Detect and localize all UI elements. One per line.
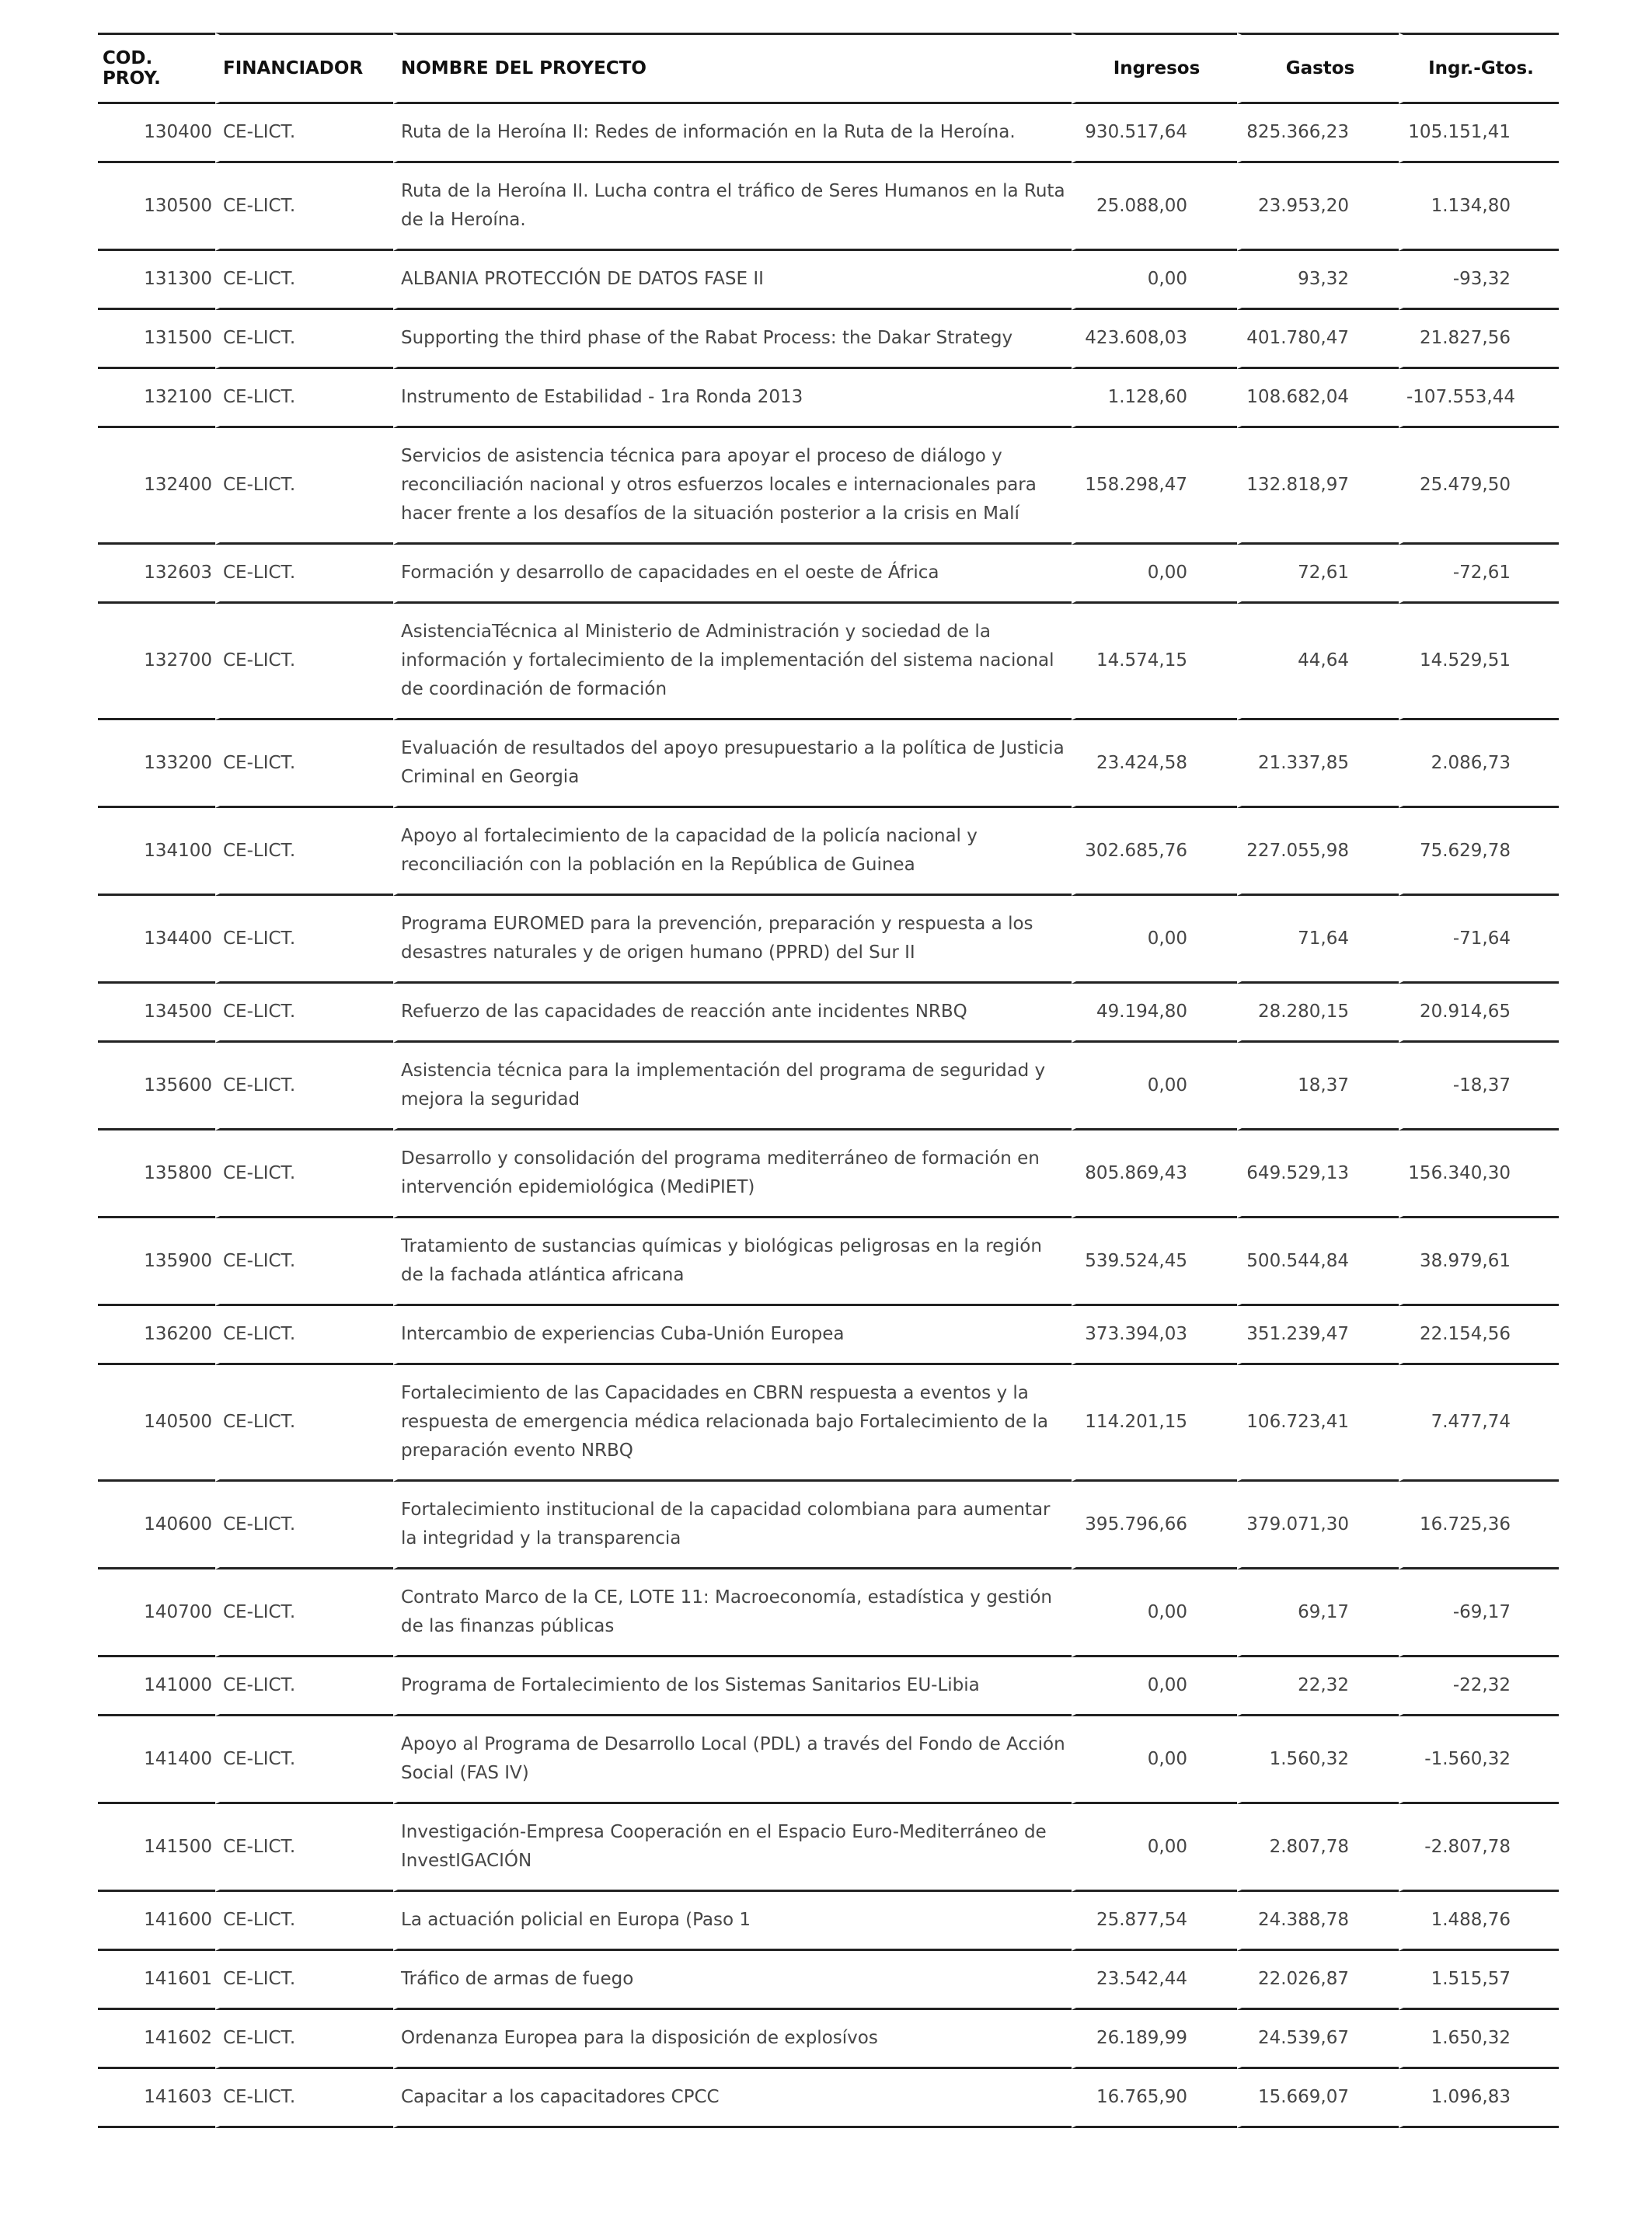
- ingresos-cell: 0,00: [1072, 1569, 1237, 1657]
- ingresos-cell: 23.424,58: [1072, 720, 1237, 808]
- diferencia-cell: -93,32: [1399, 251, 1559, 310]
- financiador-cell: CE-LICT.: [215, 2010, 393, 2069]
- gastos-cell: 23.953,20: [1237, 163, 1399, 251]
- financiador-cell: CE-LICT.: [215, 1951, 393, 2010]
- project-code-cell: 140700: [98, 1569, 215, 1657]
- project-code-cell: 132100: [98, 369, 215, 428]
- table-row: [98, 1306, 1559, 1365]
- project-name-cell: Fortalecimiento institucional de la capacidad colombiana para aumentar la integridad y la transparencia: [393, 1482, 1072, 1569]
- ingresos-cell: 0,00: [1072, 1043, 1237, 1130]
- header-financiador: FINANCIADOR: [215, 33, 393, 104]
- ingresos-cell: 395.796,66: [1072, 1482, 1237, 1569]
- diferencia-cell: 7.477,74: [1399, 1365, 1559, 1482]
- ingresos-cell: 158.298,47: [1072, 428, 1237, 545]
- diferencia-cell: 14.529,51: [1399, 604, 1559, 720]
- project-name-cell: Programa de Fortalecimiento de los Sistemas Sanitarios EU-Libia: [393, 1657, 1072, 1716]
- financiador-cell: CE-LICT.: [215, 310, 393, 369]
- gastos-cell: 227.055,98: [1237, 808, 1399, 896]
- gastos-cell: 649.529,13: [1237, 1130, 1399, 1218]
- financiador-cell: CE-LICT.: [215, 428, 393, 545]
- table-row: [98, 2010, 1559, 2069]
- project-code-cell: 135800: [98, 1130, 215, 1218]
- project-code-cell: 140500: [98, 1365, 215, 1482]
- gastos-cell: 24.539,67: [1237, 2010, 1399, 2069]
- project-name-cell: Formación y desarrollo de capacidades en el oeste de África: [393, 545, 1072, 604]
- gastos-cell: 379.071,30: [1237, 1482, 1399, 1569]
- gastos-cell: 28.280,15: [1237, 984, 1399, 1043]
- financiador-cell: CE-LICT.: [215, 1657, 393, 1716]
- table-row: [98, 1951, 1559, 2010]
- project-code-cell: 131300: [98, 251, 215, 310]
- table-row: [98, 984, 1559, 1043]
- financiador-cell: CE-LICT.: [215, 104, 393, 163]
- diferencia-cell: 25.479,50: [1399, 428, 1559, 545]
- financiador-cell: CE-LICT.: [215, 808, 393, 896]
- project-name-cell: Capacitar a los capacitadores CPCC: [393, 2069, 1072, 2128]
- financiador-cell: CE-LICT.: [215, 1569, 393, 1657]
- project-code-cell: 134100: [98, 808, 215, 896]
- project-name-cell: Apoyo al Programa de Desarrollo Local (PDL) a través del Fondo de Acción Social (FAS IV): [393, 1716, 1072, 1804]
- diferencia-cell: -22,32: [1399, 1657, 1559, 1716]
- project-code-cell: 140600: [98, 1482, 215, 1569]
- project-code-cell: 130400: [98, 104, 215, 163]
- ingresos-cell: 0,00: [1072, 1804, 1237, 1892]
- project-name-cell: Tratamiento de sustancias químicas y biológicas peligrosas en la región de la fachada atlántica africana: [393, 1218, 1072, 1306]
- diferencia-cell: 22.154,56: [1399, 1306, 1559, 1365]
- table-row: [98, 310, 1559, 369]
- project-code-cell: 132603: [98, 545, 215, 604]
- financiador-cell: CE-LICT.: [215, 1716, 393, 1804]
- ingresos-cell: 805.869,43: [1072, 1130, 1237, 1218]
- header-code: COD. PROY.: [98, 33, 215, 104]
- ingresos-cell: 1.128,60: [1072, 369, 1237, 428]
- project-name-cell: AsistenciaTécnica al Ministerio de Administración y sociedad de la información y fortalecimiento de la implementación del sistema nacional de coordinación de formación: [393, 604, 1072, 720]
- project-code-cell: 141500: [98, 1804, 215, 1892]
- project-name-cell: Contrato Marco de la CE, LOTE 11: Macroeconomía, estadística y gestión de las finanzas públicas: [393, 1569, 1072, 1657]
- gastos-cell: 22.026,87: [1237, 1951, 1399, 2010]
- project-name-cell: La actuación policial en Europa (Paso 1: [393, 1892, 1072, 1951]
- header-ingresos: Ingresos: [1072, 33, 1237, 104]
- gastos-cell: 72,61: [1237, 545, 1399, 604]
- project-name-cell: Ordenanza Europea para la disposición de explosívos: [393, 2010, 1072, 2069]
- table-row: [98, 1130, 1559, 1218]
- project-name-cell: Refuerzo de las capacidades de reacción ante incidentes NRBQ: [393, 984, 1072, 1043]
- diferencia-cell: -72,61: [1399, 545, 1559, 604]
- gastos-cell: 108.682,04: [1237, 369, 1399, 428]
- gastos-cell: 2.807,78: [1237, 1804, 1399, 1892]
- project-name-cell: Asistencia técnica para la implementación del programa de seguridad y mejora la seguridad: [393, 1043, 1072, 1130]
- diferencia-cell: 1.650,32: [1399, 2010, 1559, 2069]
- gastos-cell: 825.366,23: [1237, 104, 1399, 163]
- gastos-cell: 22,32: [1237, 1657, 1399, 1716]
- diferencia-cell: 1.515,57: [1399, 1951, 1559, 2010]
- project-code-cell: 131500: [98, 310, 215, 369]
- project-code-cell: 135900: [98, 1218, 215, 1306]
- financiador-cell: CE-LICT.: [215, 1804, 393, 1892]
- project-code-cell: 132400: [98, 428, 215, 545]
- financiador-cell: CE-LICT.: [215, 163, 393, 251]
- ingresos-cell: 26.189,99: [1072, 2010, 1237, 2069]
- project-name-cell: Servicios de asistencia técnica para apoyar el proceso de diálogo y reconciliación nacional y otros esfuerzos locales e internacionales para hacer frente a los desafíos de la situación posterior a la crisis en Malí: [393, 428, 1072, 545]
- ingresos-cell: 16.765,90: [1072, 2069, 1237, 2128]
- financiador-cell: CE-LICT.: [215, 1892, 393, 1951]
- ingresos-cell: 373.394,03: [1072, 1306, 1237, 1365]
- diferencia-cell: 21.827,56: [1399, 310, 1559, 369]
- gastos-cell: 15.669,07: [1237, 2069, 1399, 2128]
- project-code-cell: 136200: [98, 1306, 215, 1365]
- financiador-cell: CE-LICT.: [215, 2069, 393, 2128]
- diferencia-cell: 2.086,73: [1399, 720, 1559, 808]
- table-row: [98, 1218, 1559, 1306]
- gastos-cell: 1.560,32: [1237, 1716, 1399, 1804]
- header-diferencia: Ingr.-Gtos.: [1399, 33, 1559, 104]
- financiador-cell: CE-LICT.: [215, 545, 393, 604]
- project-name-cell: Evaluación de resultados del apoyo presupuestario a la política de Justicia Criminal en Georgia: [393, 720, 1072, 808]
- ingresos-cell: 0,00: [1072, 545, 1237, 604]
- ingresos-cell: 302.685,76: [1072, 808, 1237, 896]
- diferencia-cell: -2.807,78: [1399, 1804, 1559, 1892]
- project-code-cell: 134500: [98, 984, 215, 1043]
- project-code-cell: 141601: [98, 1951, 215, 2010]
- financiador-cell: CE-LICT.: [215, 1043, 393, 1130]
- diferencia-cell: -107.553,44: [1399, 369, 1559, 428]
- financiador-cell: CE-LICT.: [215, 604, 393, 720]
- table-row: [98, 104, 1559, 163]
- financiador-cell: CE-LICT.: [215, 251, 393, 310]
- gastos-cell: 69,17: [1237, 1569, 1399, 1657]
- gastos-cell: 132.818,97: [1237, 428, 1399, 545]
- financiador-cell: CE-LICT.: [215, 369, 393, 428]
- diferencia-cell: 16.725,36: [1399, 1482, 1559, 1569]
- project-code-cell: 133200: [98, 720, 215, 808]
- table-header: [98, 33, 1559, 104]
- table-row: [98, 163, 1559, 251]
- gastos-cell: 351.239,47: [1237, 1306, 1399, 1365]
- project-code-cell: 130500: [98, 163, 215, 251]
- gastos-cell: 106.723,41: [1237, 1365, 1399, 1482]
- financiador-cell: CE-LICT.: [215, 1365, 393, 1482]
- table-row: [98, 545, 1559, 604]
- financiador-cell: CE-LICT.: [215, 1130, 393, 1218]
- table-row: [98, 1569, 1559, 1657]
- financiador-cell: CE-LICT.: [215, 1306, 393, 1365]
- diferencia-cell: -69,17: [1399, 1569, 1559, 1657]
- diferencia-cell: 105.151,41: [1399, 104, 1559, 163]
- ingresos-cell: 0,00: [1072, 1657, 1237, 1716]
- project-name-cell: Ruta de la Heroína II: Redes de información en la Ruta de la Heroína.: [393, 104, 1072, 163]
- project-code-cell: 135600: [98, 1043, 215, 1130]
- gastos-cell: 93,32: [1237, 251, 1399, 310]
- diferencia-cell: 38.979,61: [1399, 1218, 1559, 1306]
- financiador-cell: CE-LICT.: [215, 1218, 393, 1306]
- ingresos-cell: 14.574,15: [1072, 604, 1237, 720]
- diferencia-cell: 75.629,78: [1399, 808, 1559, 896]
- project-code-cell: 141603: [98, 2069, 215, 2128]
- table-row: [98, 251, 1559, 310]
- diferencia-cell: -71,64: [1399, 896, 1559, 984]
- project-name-cell: Ruta de la Heroína II. Lucha contra el tráfico de Seres Humanos en la Ruta de la Heroína.: [393, 163, 1072, 251]
- project-code-cell: 141000: [98, 1657, 215, 1716]
- table-row: [98, 808, 1559, 896]
- project-code-cell: 141602: [98, 2010, 215, 2069]
- table-row: [98, 369, 1559, 428]
- project-code-cell: 141600: [98, 1892, 215, 1951]
- diferencia-cell: -18,37: [1399, 1043, 1559, 1130]
- diferencia-cell: 1.096,83: [1399, 2069, 1559, 2128]
- ingresos-cell: 423.608,03: [1072, 310, 1237, 369]
- project-name-cell: Supporting the third phase of the Rabat Process: the Dakar Strategy: [393, 310, 1072, 369]
- project-name-cell: Desarrollo y consolidación del programa mediterráneo de formación en intervención epidemiológica (MediPIET): [393, 1130, 1072, 1218]
- table-row: [98, 604, 1559, 720]
- project-name-cell: Instrumento de Estabilidad - 1ra Ronda 2013: [393, 369, 1072, 428]
- table-row: [98, 896, 1559, 984]
- ingresos-cell: 114.201,15: [1072, 1365, 1237, 1482]
- financiador-cell: CE-LICT.: [215, 984, 393, 1043]
- diferencia-cell: 1.488,76: [1399, 1892, 1559, 1951]
- gastos-cell: 44,64: [1237, 604, 1399, 720]
- table-row: [98, 1043, 1559, 1130]
- ingresos-cell: 49.194,80: [1072, 984, 1237, 1043]
- ingresos-cell: 25.877,54: [1072, 1892, 1237, 1951]
- diferencia-cell: 20.914,65: [1399, 984, 1559, 1043]
- gastos-cell: 71,64: [1237, 896, 1399, 984]
- financiador-cell: CE-LICT.: [215, 1482, 393, 1569]
- ingresos-cell: 0,00: [1072, 1716, 1237, 1804]
- project-code-cell: 141400: [98, 1716, 215, 1804]
- ingresos-cell: 25.088,00: [1072, 163, 1237, 251]
- financiador-cell: CE-LICT.: [215, 896, 393, 984]
- project-code-cell: 132700: [98, 604, 215, 720]
- gastos-cell: 500.544,84: [1237, 1218, 1399, 1306]
- projects-table: [98, 33, 1559, 2128]
- table-row: [98, 1657, 1559, 1716]
- project-name-cell: Fortalecimiento de las Capacidades en CBRN respuesta a eventos y la respuesta de emergencia médica relacionada bajo Fortalecimiento de la preparación evento NRBQ: [393, 1365, 1072, 1482]
- diferencia-cell: 1.134,80: [1399, 163, 1559, 251]
- table-row: [98, 2069, 1559, 2128]
- table-row: [98, 1482, 1559, 1569]
- table-row: [98, 1365, 1559, 1482]
- project-name-cell: ALBANIA PROTECCIÓN DE DATOS FASE II: [393, 251, 1072, 310]
- project-name-cell: Intercambio de experiencias Cuba-Unión Europea: [393, 1306, 1072, 1365]
- ingresos-cell: 930.517,64: [1072, 104, 1237, 163]
- header-nombre: NOMBRE DEL PROYECTO: [393, 33, 1072, 104]
- project-name-cell: Programa EUROMED para la prevención, preparación y respuesta a los desastres naturales y de origen humano (PPRD) del Sur II: [393, 896, 1072, 984]
- table-row: [98, 1892, 1559, 1951]
- table-row: [98, 720, 1559, 808]
- financiador-cell: CE-LICT.: [215, 720, 393, 808]
- project-name-cell: Apoyo al fortalecimiento de la capacidad de la policía nacional y reconciliación con la población en la República de Guinea: [393, 808, 1072, 896]
- ingresos-cell: 23.542,44: [1072, 1951, 1237, 2010]
- ingresos-cell: 0,00: [1072, 251, 1237, 310]
- table-row: [98, 1716, 1559, 1804]
- diferencia-cell: -1.560,32: [1399, 1716, 1559, 1804]
- table-row: [98, 428, 1559, 545]
- gastos-cell: 18,37: [1237, 1043, 1399, 1130]
- project-name-cell: Tráfico de armas de fuego: [393, 1951, 1072, 2010]
- project-code-cell: 134400: [98, 896, 215, 984]
- diferencia-cell: 156.340,30: [1399, 1130, 1559, 1218]
- header-row: [98, 33, 1559, 104]
- ingresos-cell: 0,00: [1072, 896, 1237, 984]
- table-body: [98, 104, 1559, 2128]
- gastos-cell: 401.780,47: [1237, 310, 1399, 369]
- project-name-cell: Investigación-Empresa Cooperación en el Espacio Euro-Mediterráneo de InvestIGACIÓN: [393, 1804, 1072, 1892]
- header-gastos: Gastos: [1237, 33, 1399, 104]
- ingresos-cell: 539.524,45: [1072, 1218, 1237, 1306]
- gastos-cell: 21.337,85: [1237, 720, 1399, 808]
- table-row: [98, 1804, 1559, 1892]
- gastos-cell: 24.388,78: [1237, 1892, 1399, 1951]
